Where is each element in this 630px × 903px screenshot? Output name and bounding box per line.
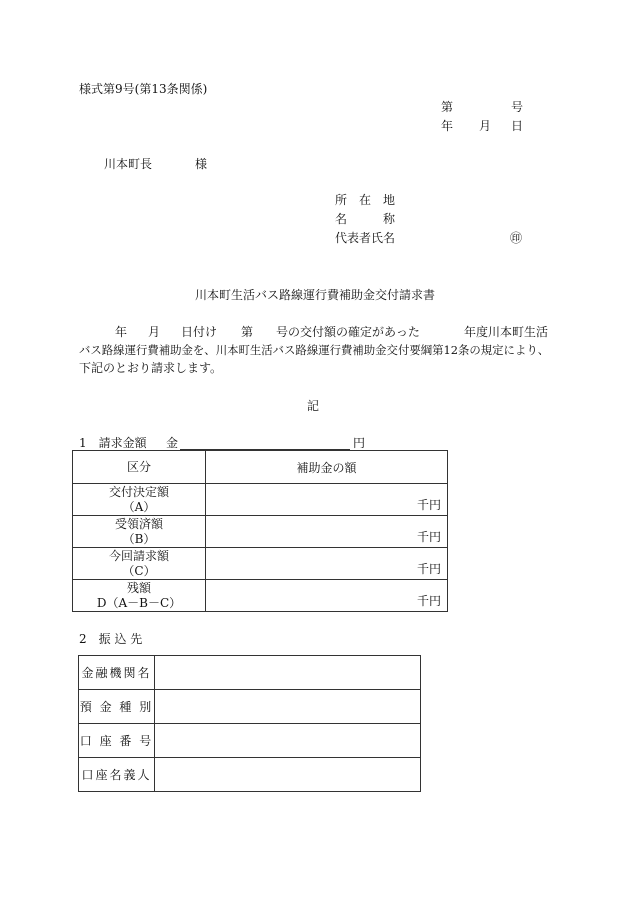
seal-mark: ㊞	[510, 231, 523, 245]
bank-field-value[interactable]	[155, 724, 421, 758]
unit-label: 千円	[416, 498, 441, 512]
amount-table	[72, 450, 448, 612]
name-label: 名 称	[335, 212, 396, 226]
unit-label: 千円	[416, 562, 441, 576]
header-amount: 補助金の額	[206, 451, 448, 484]
bank-field-label: 金融機関名	[79, 656, 155, 690]
addressee-name: 川本町長	[104, 157, 153, 171]
body-no-rest: 号の交付額の確定があった	[276, 325, 420, 339]
table-row	[73, 516, 448, 548]
row-label-code: （B）	[122, 531, 156, 546]
address-label: 所 在 地	[335, 193, 396, 207]
row-label: 今回請求額	[108, 548, 169, 563]
row-label-cell	[73, 548, 206, 580]
bank-field-label: 口 座 番 号	[79, 724, 155, 758]
body-no-prefix: 第	[241, 325, 254, 339]
amount-cell[interactable]	[206, 516, 448, 548]
body-month: 月	[148, 325, 161, 339]
row-label: 交付決定額	[108, 484, 169, 499]
ki-mark: 記	[307, 399, 320, 413]
bank-field-value[interactable]	[155, 690, 421, 724]
bank-field-label: 預 金 種 別	[79, 690, 155, 724]
row-label: 受領済額	[114, 516, 163, 531]
table-row	[73, 484, 448, 516]
unit-label: 千円	[416, 594, 441, 608]
document-title: 川本町生活バス路線運行費補助金交付請求書	[194, 288, 435, 302]
date-month: 月	[479, 119, 492, 133]
bank-field-value[interactable]	[155, 656, 421, 690]
unit-label: 千円	[416, 530, 441, 544]
body-year: 年	[115, 325, 128, 339]
header-category: 区分	[73, 451, 206, 484]
row-label-cell	[73, 516, 206, 548]
addressee-honorific: 様	[195, 157, 208, 171]
row-label-code: （A）	[122, 499, 156, 514]
row-label: 残額	[126, 580, 151, 595]
amount-prefix: 金	[166, 436, 179, 450]
representative-label: 代表者氏名	[335, 231, 396, 245]
table-row	[79, 758, 421, 792]
amount-cell[interactable]	[206, 548, 448, 580]
bank-field-value[interactable]	[155, 758, 421, 792]
amount-suffix: 円	[353, 436, 366, 450]
section2-heading: 2 振 込 先	[79, 632, 143, 646]
table-header-row	[73, 451, 448, 484]
body-fiscal-rest: 年度川本町生活	[464, 325, 549, 339]
table-row	[79, 724, 421, 758]
amount-cell[interactable]	[206, 484, 448, 516]
doc-number-suffix: 号	[511, 100, 524, 114]
doc-number-prefix: 第	[441, 100, 454, 114]
body-line-2: バス路線運行費補助金を、川本町生活バス路線運行費補助金交付要綱第12条の規定により、	[79, 343, 550, 357]
date-year: 年	[441, 119, 454, 133]
amount-cell[interactable]	[206, 580, 448, 612]
row-label-cell	[73, 580, 206, 612]
bank-table	[78, 655, 421, 792]
bank-field-label: 口座名義人	[79, 758, 155, 792]
date-day: 日	[511, 119, 524, 133]
table-row	[73, 548, 448, 580]
section1-heading: 1 請求金額	[79, 436, 147, 450]
body-line-3: 下記のとおり請求します。	[79, 361, 223, 375]
table-row	[73, 580, 448, 612]
body-dated: 日付け	[181, 325, 218, 339]
row-label-code: D（A－B－C）	[96, 595, 182, 610]
form-number: 様式第9号(第13条関係)	[79, 82, 208, 96]
row-label-cell	[73, 484, 206, 516]
table-row	[79, 656, 421, 690]
table-row	[79, 690, 421, 724]
row-label-code: （C）	[122, 563, 156, 578]
